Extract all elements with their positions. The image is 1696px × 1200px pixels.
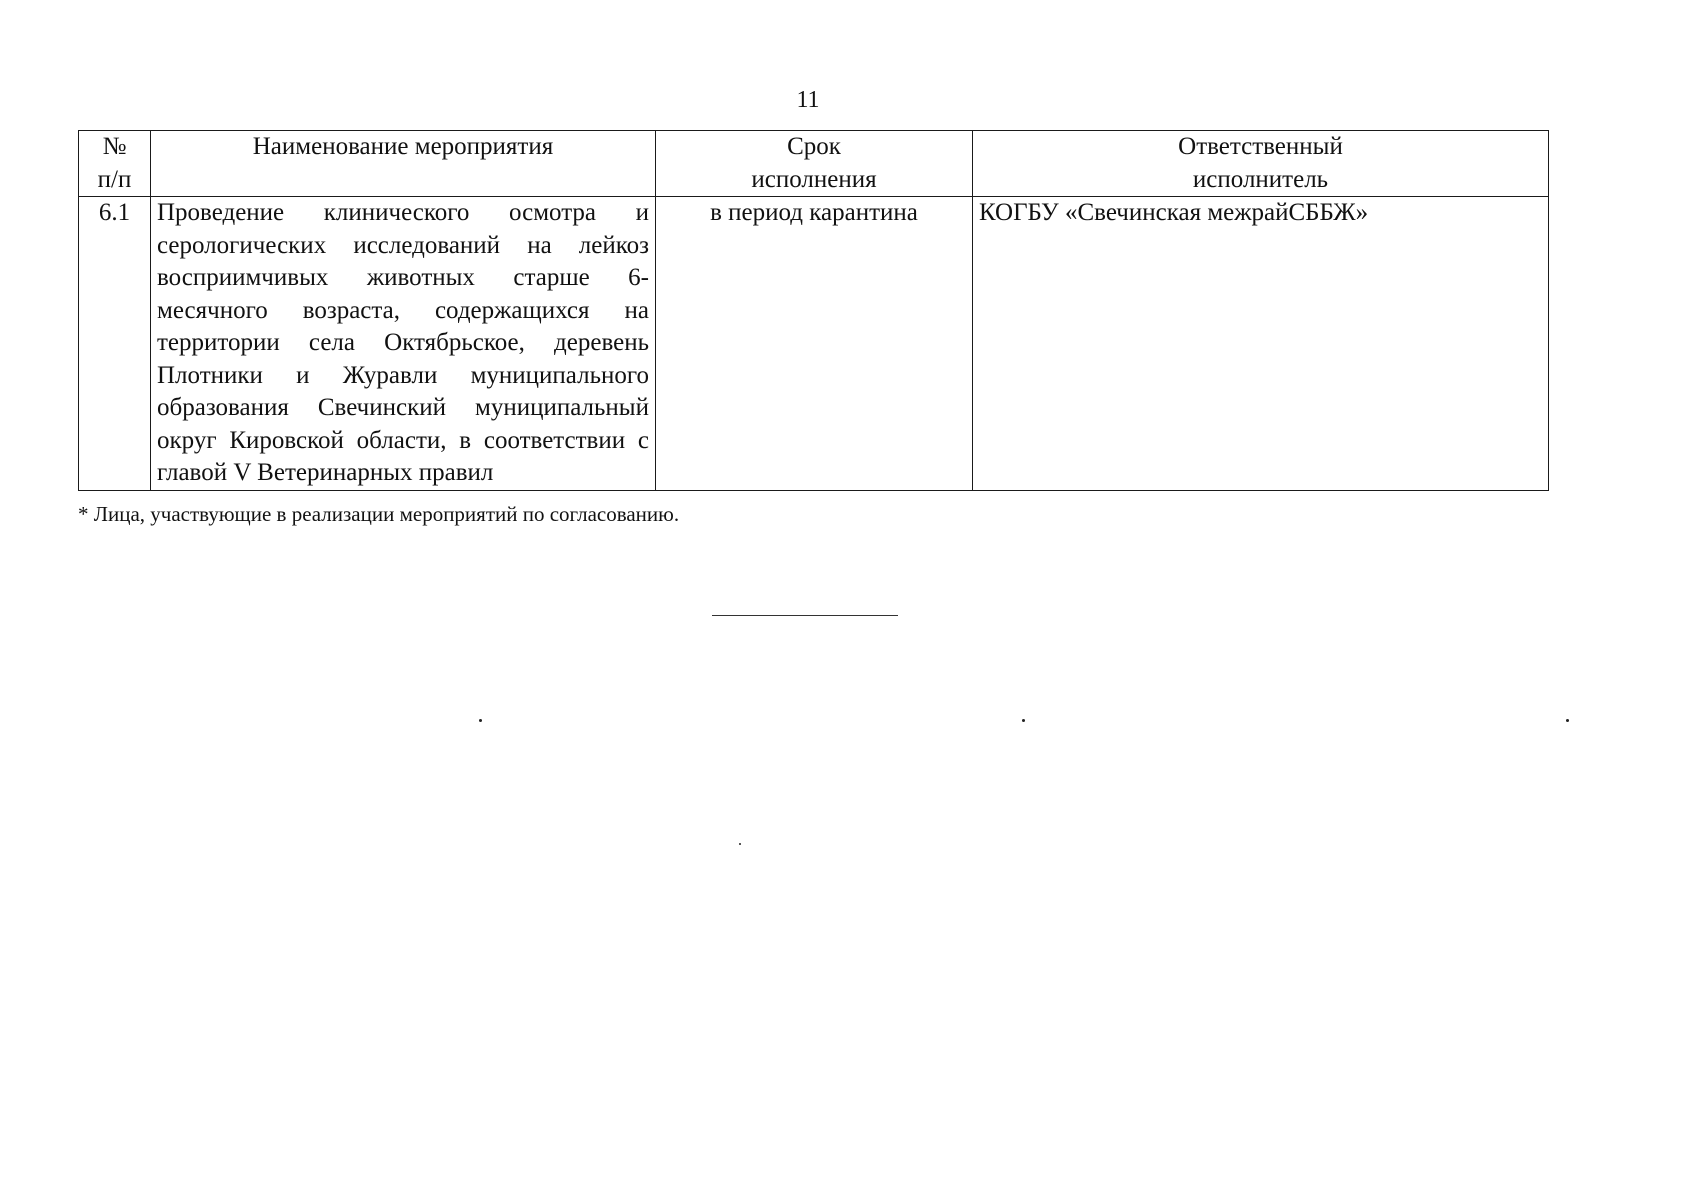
cell-number: 6.1	[79, 197, 151, 491]
header-name: Наименование мероприятия	[151, 131, 656, 197]
header-term-line1: Срок	[787, 133, 841, 160]
table-header-row	[79, 131, 1549, 197]
cell-name: Проведение клинического осмотра и серологических исследований на лейкоз восприимчивых животных старше 6-месячного возраста, содержащихся на территории села Октябрьское, деревень Плотники и Журавли муниципального образования Свечинский муниципальный округ Кировской области, в соответствии с главой V Ветеринарных правил	[151, 197, 656, 491]
header-responsible	[973, 131, 1549, 197]
scan-speck	[479, 719, 482, 722]
header-responsible-line2: исполнитель	[1192, 165, 1329, 193]
header-number-line1: №	[102, 133, 127, 160]
page-number: 11	[796, 87, 820, 113]
cell-responsible: КОГБУ «Свечинская межрайСББЖ»	[973, 197, 1549, 491]
scan-speck	[1022, 719, 1025, 722]
end-divider	[712, 615, 898, 616]
table-row	[79, 197, 1549, 491]
activities-table	[78, 130, 1549, 491]
header-responsible-line1: Ответственный	[1178, 133, 1343, 160]
header-term	[656, 131, 973, 197]
scan-speck	[739, 843, 741, 845]
header-term-line2: исполнения	[751, 165, 877, 193]
cell-term: в период карантина	[656, 197, 973, 491]
header-number	[79, 131, 151, 197]
scan-speck	[1566, 719, 1569, 722]
header-number-line2: п/п	[97, 165, 132, 193]
footnote: * Лица, участвующие в реализации мероприятий по согласованию.	[78, 502, 680, 526]
